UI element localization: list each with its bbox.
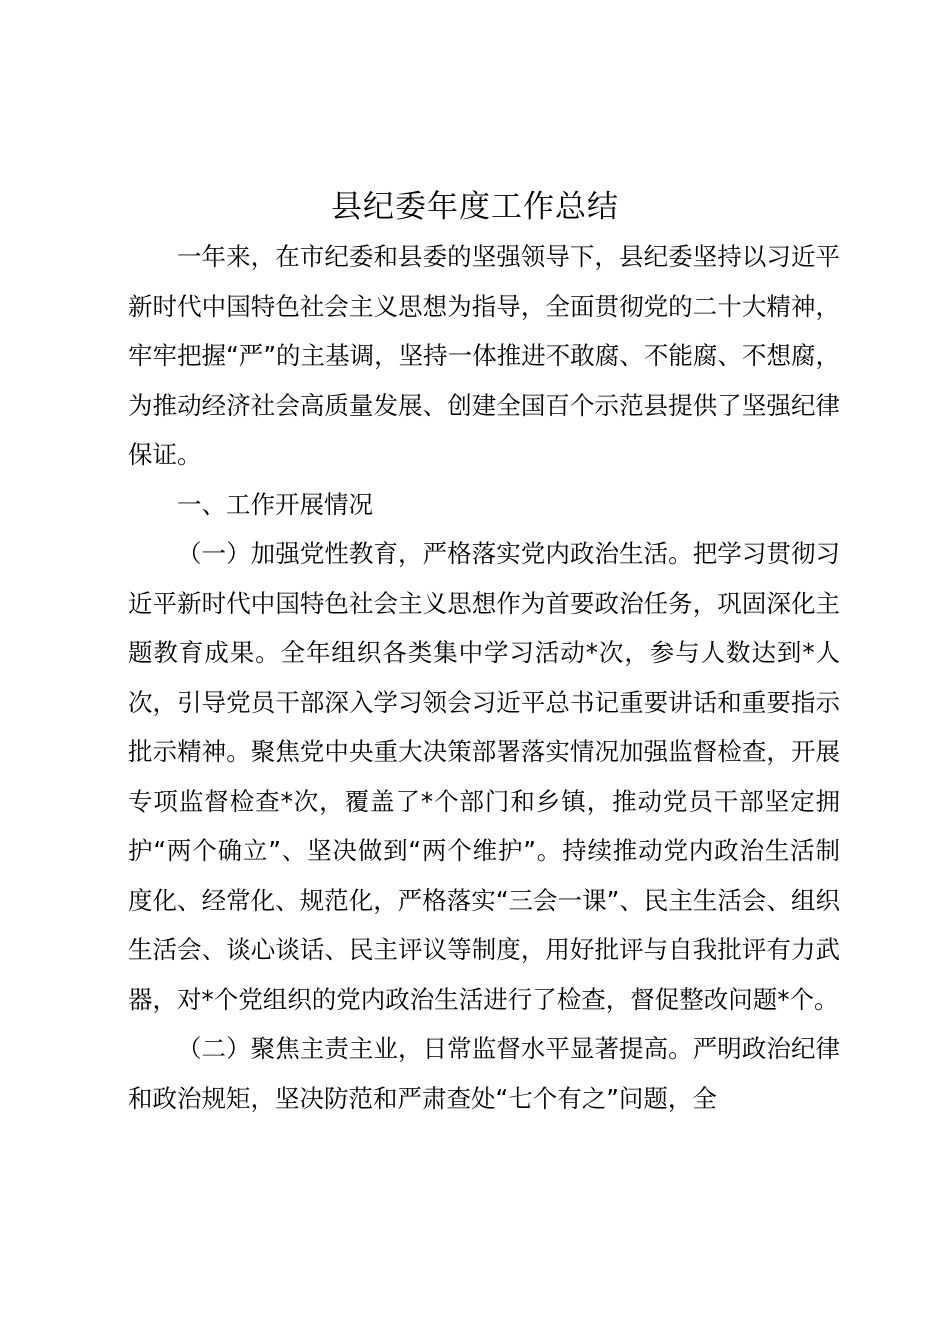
document-title: 县纪委年度工作总结	[331, 189, 619, 225]
section-paragraph: （一）加强党性教育，严格落实党内政治生活。把学习贯彻习近平新时代中国特色社会主义思想作为首要政治任务，巩固深化主题教育成果。全年组织各类集中学习活动*次，参与人数达到*人次，引导党员干部深入学习领会习近平总书记重要讲话和重要指示批示精神。聚焦党中央重大决策部署落实情况加强监督检查，开展专项监督检查*次，覆盖了*个部门和乡镇，推动党员干部坚定拥护“两个确立”、坚决做到“两个维护”。持续推动党内政治生活制度化、经常化、规范化，严格落实“三会一课”、民主生活会、组织生活会、谈心谈话、民主评议等制度，用好批评与自我批评有力武器，对*个党组织的党内政治生活进行了检查，督促整改问题*个。	[128, 539, 840, 1014]
document-body	[128, 232, 840, 1123]
section-heading: 一、工作开展情况	[177, 489, 373, 519]
section-paragraph: （二）聚焦主责主业，日常监督水平显著提高。严明政治纪律和政治规矩，坚决防范和严肃查处“七个有之”问题，全	[128, 1034, 840, 1113]
intro-paragraph: 一年来，在市纪委和县委的坚强领导下，县纪委坚持以习近平新时代中国特色社会主义思想为指导，全面贯彻党的二十大精神，牢牢把握“严”的主基调，坚持一体推进不敢腐、不能腐、不想腐，为推动经济社会高质量发展、创建全国百个示范县提供了坚强纪律保证。	[128, 242, 840, 469]
